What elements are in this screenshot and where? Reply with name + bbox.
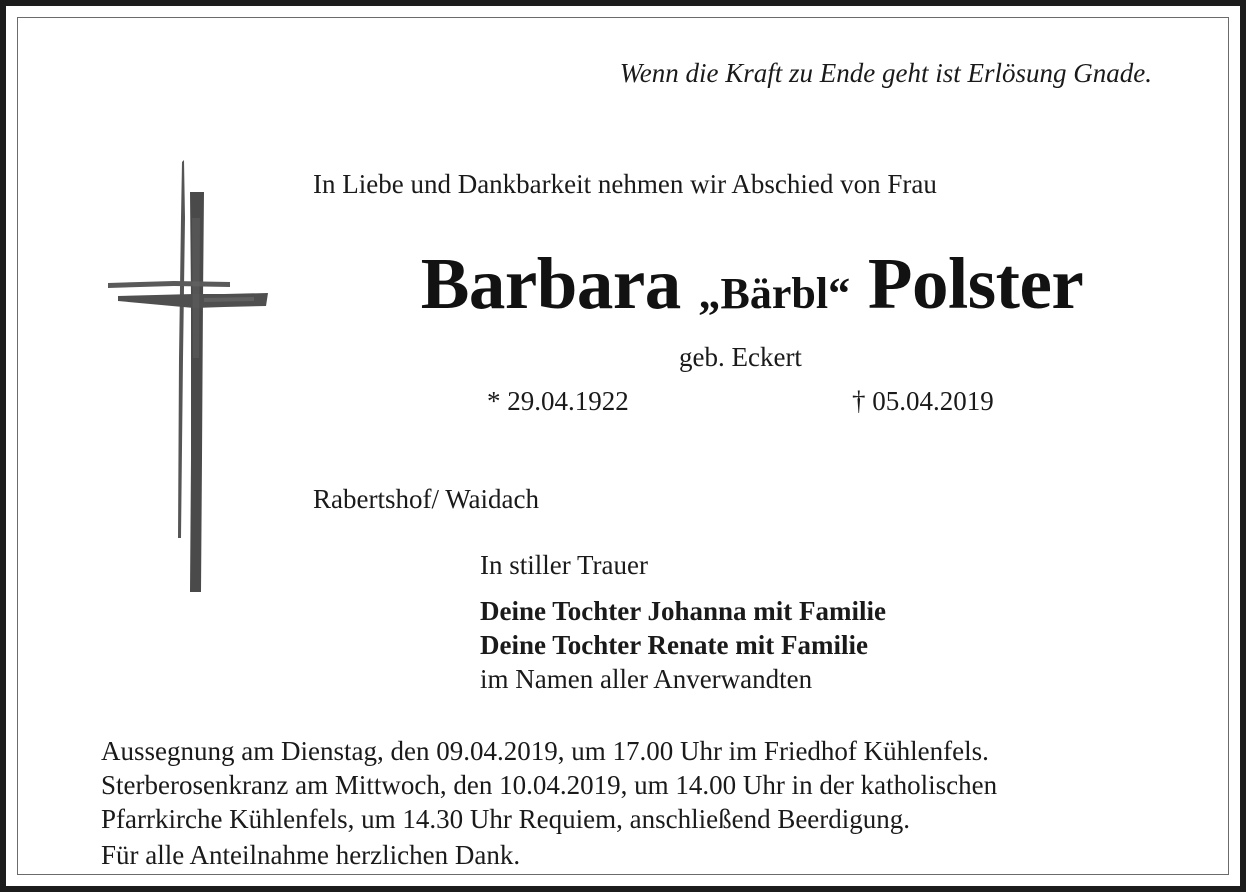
motto-quote: Wenn die Kraft zu Ende geht ist Erlösung Gnade.: [619, 58, 1152, 88]
maiden-name: geb. Eckert: [679, 342, 802, 372]
service-line: Sterberosenkranz am Mittwoch, den 10.04.2019, um 14.00 Uhr in der katholischen: [101, 770, 998, 800]
mourners-block: [480, 548, 886, 696]
last-name: Polster: [867, 243, 1084, 324]
nickname: „Bärbl“: [698, 269, 851, 318]
first-name: Barbara: [420, 243, 681, 324]
mourner-line: Deine Tochter Renate mit Familie: [480, 630, 868, 660]
mourning-heading: In stiller Trauer: [480, 550, 648, 580]
mourner-line: Deine Tochter Johanna mit Familie: [480, 596, 887, 626]
death-date: † 05.04.2019: [852, 386, 994, 416]
service-details: [101, 734, 997, 872]
birth-date: * 29.04.1922: [487, 386, 629, 416]
relatives-line: im Namen aller Anverwandten: [480, 664, 813, 694]
thanks-line: Für alle Anteilnahme herzlichen Dank.: [101, 840, 521, 870]
service-line: Pfarrkirche Kühlenfels, um 14.30 Uhr Requiem, anschließend Beerdigung.: [101, 804, 911, 834]
service-line: Aussegnung am Dienstag, den 09.04.2019, um 17.00 Uhr im Friedhof Kühlenfels.: [101, 736, 989, 766]
deceased-name: [6, 244, 1246, 334]
place-name: Rabertshof/ Waidach: [313, 484, 540, 514]
cross-icon: [104, 158, 274, 598]
intro-text: In Liebe und Dankbarkeit nehmen wir Abschied von Frau: [313, 169, 937, 199]
